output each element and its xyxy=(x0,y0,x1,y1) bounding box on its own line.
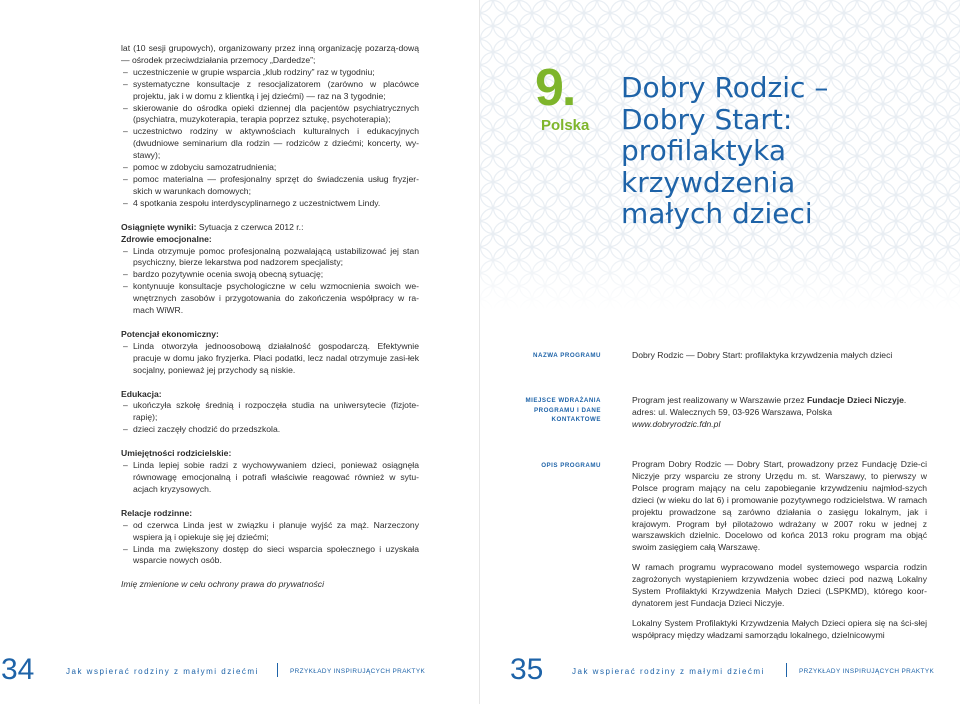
location-text-end: . xyxy=(903,395,907,405)
location-label xyxy=(481,396,601,425)
program-name-label: NAZWA PROGRAMU xyxy=(533,352,601,359)
page-number-left: 34 xyxy=(1,653,35,686)
category-left: PRZYKŁADY INSPIRUJĄCYCH PRAKTYK xyxy=(290,668,426,675)
list-item: – Linda otworzyła jednoosobową działalność gospodarczą. Efektywnie pracuje w domu jako fryzjerka. Płaci podatki, lecz nadal otrzymuje zasi-łek socjalny, ponieważ jej przychody są niskie. xyxy=(121,341,419,377)
description-value xyxy=(632,459,927,642)
list-item: – systematyczne konsultacje z resocjalizatorem (zarówno w placówce projektu, jak i w domu z klientką i jej dziećmi) — raz na 3 tygodnie; xyxy=(121,79,419,103)
section-heading: Umiejętności rodzicielskie: xyxy=(121,448,232,459)
title-line: krzywdzenia xyxy=(621,165,796,199)
intro-paragraph: lat (10 sesji grupowych), organizowany przez inną organizację pozarzą-dową — ośrodek przeciwdziałania przemocy „Dardedze”; xyxy=(121,43,419,65)
location-value xyxy=(632,395,927,431)
list-item: – bardzo pozytywnie ocenia swoją obecną sytuację; xyxy=(121,269,419,281)
list-item: – Linda otrzymuje pomoc profesjonalną pozwalającą ustabilizować jej stan psychiczny, bierze lekarstwa pod nadzorem specjalisty; xyxy=(121,246,419,270)
description-paragraph: Lokalny System Profilaktyki Krzywdzenia Małych Dzieci opiera się na ści-słej współpracy między władzami samorządu lokalnego, dzielnicowymi xyxy=(632,617,927,640)
organization-name: Fundacje Dzieci Niczyje xyxy=(806,395,904,405)
title-line: Dobry Start: xyxy=(621,102,793,136)
results-line xyxy=(121,222,419,234)
chapter-number: 9. xyxy=(535,59,575,117)
description-label: OPIS PROGRAMU xyxy=(541,462,601,469)
title-line: profilaktyka xyxy=(621,134,787,167)
description-paragraph: Program Dobry Rodzic — Dobry Start, prowadzony przez Fundację Dzie-ci Niczyje przy wsparciu ze strony Urzędu m. st. Warszawy, to pierwszy w Polsce program mający na celu zapobieganie krzywdzeniu najmłod-szych dzieci (w wieku do lat 6) i promowanie pozytywnego rodzicielstwa. W ramach projektu prowadzone są zarówno działania o zasięgu lokalnym, jak i krajowym. Program był pilotażowo wdrażany w 2007 roku w jednej z warszawskich dzielnic. Docelowo od końca 2013 roku program ma objąć swoim zasięgiem całą Warszawę. xyxy=(632,459,927,553)
left-page-text xyxy=(121,43,419,591)
program-name-value: Dobry Rodzic — Dobry Start: profilaktyka krzywdzenia małych dzieci xyxy=(632,350,893,360)
list-item: – 4 spotkania zespołu interdyscyplinarnego z uczestnictwem Lindy. xyxy=(121,198,419,210)
website-link[interactable]: www.dobryrodzic.fdn.pl xyxy=(632,418,721,429)
list-item: – pomoc materialna — profesjonalny sprzęt do świadczenia usług fryzjer-skich w warunkach domowych; xyxy=(121,174,419,198)
section-heading: Edukacja: xyxy=(121,388,162,399)
list-item: – Linda lepiej sobie radzi z wychowywaniem dzieci, ponieważ osiągnęła równowagę emocjonalną i potrafi właściwie reagować również w sytu-acjach kryzysowych. xyxy=(121,460,419,496)
location-line xyxy=(632,395,927,407)
list-item: – uczestniczenie w grupie wsparcia „klub rodziny” raz w tygodniu; xyxy=(121,67,419,79)
list-item: – pomoc w zdobyciu samozatrudnienia; xyxy=(121,162,419,174)
title-line: małych dzieci xyxy=(621,197,813,230)
address-line: adres: ul. Walecznych 59, 03-926 Warszawa, Polska xyxy=(632,406,832,417)
section-heading: Zdrowie emocjonalne: xyxy=(121,233,212,244)
section-heading: Potencjał ekonomiczny: xyxy=(121,328,219,339)
list-item: – ukończyła szkołę średnią i rozpoczęła studia na uniwersytecie (fizjote-rapię); xyxy=(121,400,419,424)
running-title-left: Jak wspierać rodziny z małymi dziećmi xyxy=(66,667,259,676)
footer-separator xyxy=(786,663,787,677)
results-value: Sytuacja z czerwca 2012 r.: xyxy=(196,221,304,232)
list-item: – skierowanie do ośrodka opieki dziennej dla pacjentów psychiatrycznych (psychiatra, muzykoterapia, terapia poprzez sztukę, psychoterapia); xyxy=(121,103,419,127)
privacy-note: Imię zmienione w celu ochrony prawa do prywatności xyxy=(121,579,325,590)
list-item: – od czerwca Linda jest w związku i planuje wyjść za mąż. Narzeczony wspiera ją i opiekuje się jej dziećmi; xyxy=(121,520,419,544)
location-label-line: KONTAKTOWE xyxy=(551,416,601,423)
list-item: – Linda ma zwiększony dostęp do sieci wsparcia społecznego i uzyskała wsparcie nowych osób. xyxy=(121,544,419,568)
title-line: Dobry Rodzic – xyxy=(621,71,829,104)
footer-separator xyxy=(277,663,278,677)
section-heading: Relacje rodzinne: xyxy=(121,507,193,518)
location-label-line: PROGRAMU I DANE xyxy=(534,406,601,414)
list-item: – uczestnictwo rodziny w aktywnościach kulturalnych i edukacyjnych (dwudniowe seminarium dla rodzin — rodziców z dziećmi; koncerty, wy-stawy); xyxy=(121,126,419,162)
list-item: – dzieci zaczęły chodzić do przedszkola. xyxy=(121,424,419,436)
program-title xyxy=(621,72,881,230)
running-title-right: Jak wspierać rodziny z małymi dziećmi xyxy=(572,667,765,676)
results-label: Osiągnięte wyniki: xyxy=(121,221,197,232)
page-number-right: 35 xyxy=(510,653,544,686)
location-text: Program jest realizowany w Warszawie przez xyxy=(632,395,807,405)
list-item: – kontynuuje konsultacje psychologiczne w celu wzmocnienia swoich we-wnętrznych zasobów i przygotowania do zakończenia współpracy w ra-mach WiWR. xyxy=(121,281,419,317)
location-label-line: MIEJSCE WDRAŻANIA xyxy=(525,397,601,404)
category-right: PRZYKŁADY INSPIRUJĄCYCH PRAKTYK xyxy=(799,668,935,675)
description-paragraph: W ramach programu wypracowano model systemowego wsparcia rodzin zagrożonych wystąpieniem krzywdzenia wobec dzieci pod nazwą Lokalny System Profilaktyki Krzywdzenia Małych Dzieci (LSPKMD), którego koor-dynatorem jest Fundacja Dzieci Niczyje. xyxy=(632,562,927,608)
country-label: Polska xyxy=(541,117,590,134)
